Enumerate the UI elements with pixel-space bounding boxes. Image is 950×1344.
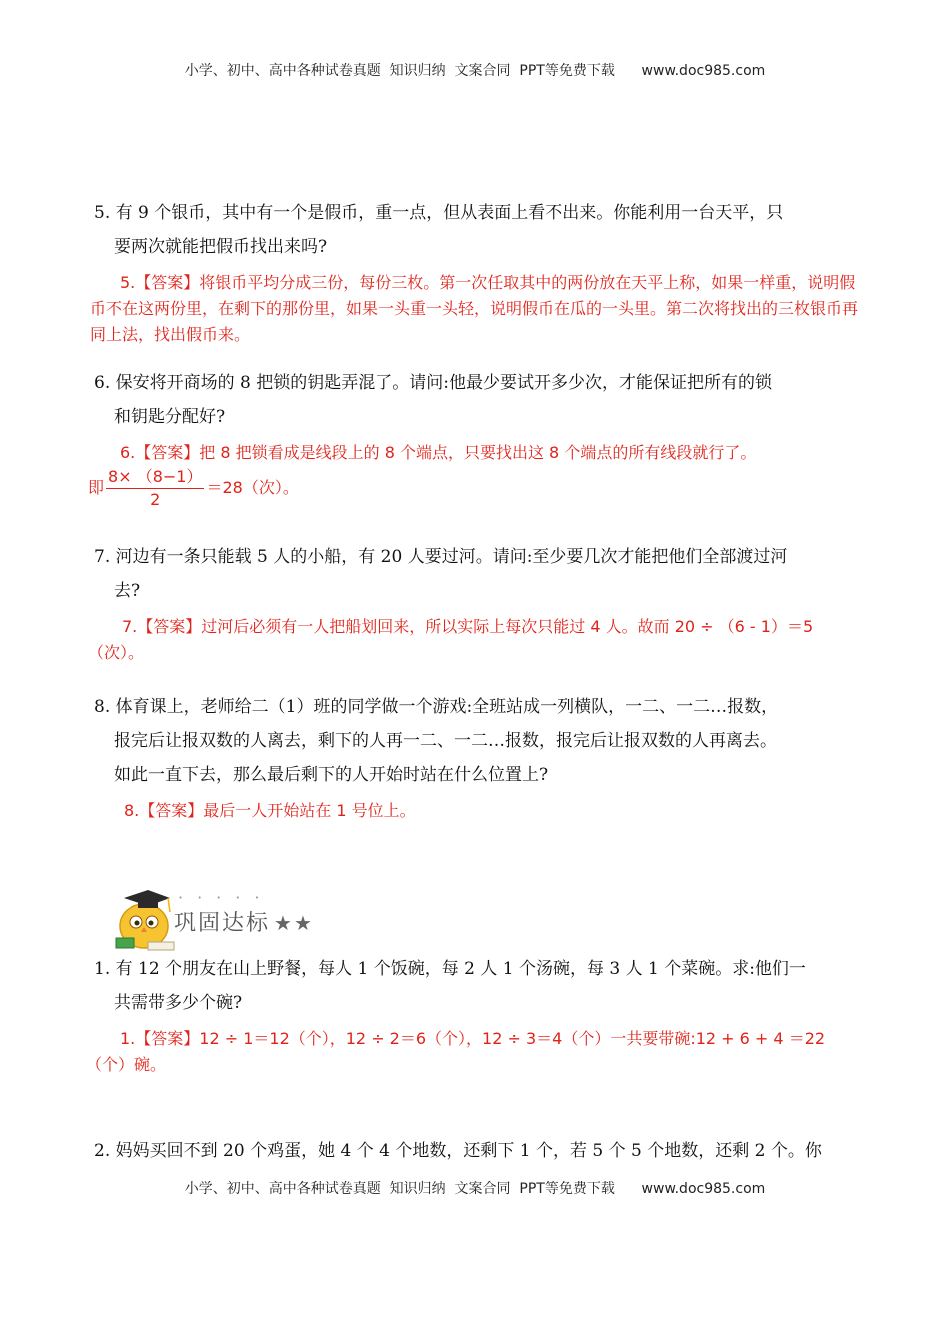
answer-practice-1: 1.【答案】12 ÷ 1＝12（个），12 ÷ 2＝6（个），12 ÷ 3＝4（个）一共要带碗:12 + 6 + 4 ＝22（个）碗。 bbox=[86, 1029, 826, 1074]
question-text: 河边有一条只能载 5 人的小船，有 20 人要过河。请问:至少要几次才能把他们全部渡过河 bbox=[110, 547, 788, 567]
question-text-cont: 要两次就能把假币找出来吗? bbox=[114, 237, 328, 257]
section-title bbox=[174, 906, 314, 937]
answer-6: 6.【答案】把 8 把锁看成是线段上的 8 个端点，只要找出这 8 个端点的所有线段就行了。 bbox=[120, 443, 757, 462]
answer-5: 5.【答案】将银币平均分成三份，每份三枚。第一次任取其中的两份放在天平上称，如果一样重，说明假币不在这两份里，在剩下的那份里，如果一头重一头轻，说明假币在瓜的一头里。第二次将找出的三枚银币再同上法，找出假币来。 bbox=[90, 273, 859, 344]
question-text: 体育课上，老师给二（1）班的同学做一个游戏:全班站成一列横队，一二、一二…报数， bbox=[110, 697, 779, 717]
question-number: 8. bbox=[94, 697, 111, 717]
formula-suffix: ＝28（次）。 bbox=[206, 478, 299, 497]
section-dots: ····· bbox=[178, 888, 274, 907]
question-6 bbox=[94, 366, 864, 434]
fraction-numerator: 8× （8−1） bbox=[106, 466, 204, 489]
question-text: 有 9 个银币，其中有一个是假币，重一点，但从表面上看不出来。你能利用一台天平，只 bbox=[110, 203, 784, 223]
formula-prefix: 即 bbox=[88, 478, 105, 497]
question-number: 5. bbox=[94, 203, 111, 223]
answer-8: 8.【答案】最后一人开始站在 1 号位上。 bbox=[124, 801, 416, 820]
question-text: 保安将开商场的 8 把锁的钥匙弄混了。请问:他最少要试开多少次，才能保证把所有的锁 bbox=[110, 373, 772, 393]
question-text: 妈妈买回不到 20 个鸡蛋，她 4 个 4 个地数，还剩下 1 个，若 5 个 5 个地数，还剩 2 个。你 bbox=[110, 1141, 822, 1161]
question-number: 6. bbox=[94, 373, 111, 393]
question-number: 2. bbox=[94, 1141, 111, 1161]
answer-7: 7.【答案】过河后必须有一人把船划回来，所以实际上每次只能过 4 人。故而 20 ÷ （6 - 1）＝5（次）。 bbox=[88, 617, 814, 662]
fraction-denominator: 2 bbox=[150, 490, 161, 509]
practice-1 bbox=[94, 952, 864, 1020]
question-5 bbox=[94, 196, 864, 264]
question-7 bbox=[94, 540, 864, 608]
question-text-cont: 如此一直下去，那么最后剩下的人开始时站在什么位置上? bbox=[114, 765, 549, 785]
question-number: 1. bbox=[94, 959, 111, 979]
question-text: 有 12 个朋友在山上野餐，每人 1 个饭碗，每 2 人 1 个汤碗，每 3 人 1 个菜碗。求:他们一 bbox=[110, 959, 806, 979]
question-text-cont: 报完后让报双数的人离去，剩下的人再一二、一二…报数，报完后让报双数的人再离去。 bbox=[114, 731, 777, 751]
section-title-text: 巩固达标 bbox=[174, 911, 271, 936]
star-icon: ★★ bbox=[274, 911, 314, 935]
page-header: 小学、初中、高中各种试卷真题 知识归纳 文案合同 PPT等免费下载 www.doc985.com bbox=[184, 63, 766, 79]
question-text-cont: 共需带多少个碗? bbox=[114, 993, 243, 1013]
question-8 bbox=[94, 690, 864, 792]
question-number: 7. bbox=[94, 547, 111, 567]
practice-2 bbox=[94, 1134, 864, 1168]
page-footer: 小学、初中、高中各种试卷真题 知识归纳 文案合同 PPT等免费下载 www.doc985.com bbox=[184, 1181, 766, 1197]
question-text-cont: 和钥匙分配好? bbox=[114, 407, 226, 427]
question-text-cont: 去? bbox=[114, 581, 141, 601]
fraction bbox=[106, 466, 204, 511]
answer-6-formula bbox=[88, 466, 588, 511]
